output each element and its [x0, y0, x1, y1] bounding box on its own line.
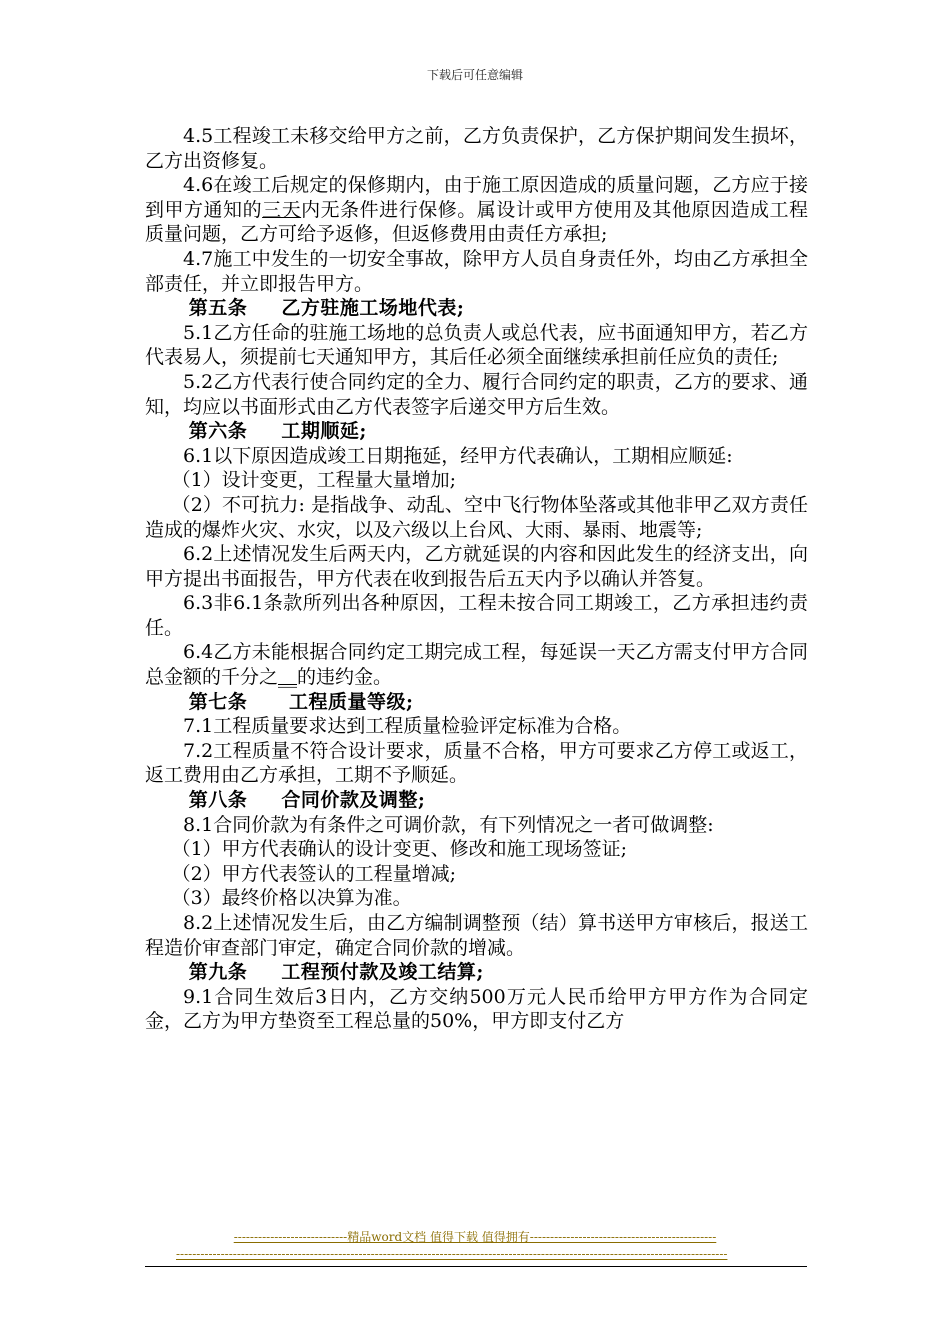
article-5-number: 第五条 — [188, 297, 248, 320]
clause-8-2: 8.2上述情况发生后，由乙方编制调整预（结）算书送甲方审核后，报送工程造价审查部门审定，确定合同价款的增减。 — [145, 912, 808, 959]
clause-4-6-text-b: 内无条件进行保修。属设计或甲方使用及其他原因造成工程质量问题，乙方可给予返修，但返修费用由责任方承担; — [145, 198, 808, 246]
clause-7-1: 7.1工程质量要求达到工程质量检验评定标准为合格。 — [183, 715, 632, 738]
document-body — [145, 124, 808, 1034]
footer-rule — [145, 1266, 807, 1267]
clause-6-4 — [145, 640, 808, 689]
article-7-title: 工程质量等级; — [289, 690, 414, 713]
clause-4-6 — [145, 173, 808, 247]
clause-6-3: 6.3非6.1条款所列出各种原因，工程未按合同工期竣工，乙方承担违约责任。 — [145, 592, 808, 639]
clause-4-5: 4.5工程竣工未移交给甲方之前，乙方负责保护，乙方保护期间发生损坏，乙方出资修复。 — [145, 125, 808, 172]
clause-6-1-item-2: （2）不可抗力: 是指战争、动乱、空中飞行物体坠落或其他非甲乙双方责任造成的爆炸火灾、水灾，以及六级以上台风、大雨、暴雨、地震等; — [145, 493, 808, 541]
clause-4-6-underlined: 三天 — [262, 198, 302, 221]
article-5-heading — [145, 296, 808, 321]
page-header: 下载后可任意编辑 — [426, 68, 523, 82]
clause-8-1: 8.1合同价款为有条件之可调价款，有下列情况之一者可做调整: — [183, 813, 714, 836]
article-6-title: 工期顺延; — [281, 420, 367, 443]
clause-4-7: 4.7施工中发生的一切安全事故，除甲方人员自身责任外，均由乙方承担全部责任，并立即报告甲方。 — [145, 247, 808, 295]
clause-8-1-item-3: （3）最终价格以决算为准。 — [171, 887, 412, 910]
clause-8-1-item-2: （2）甲方代表签认的工程量增减; — [171, 862, 457, 885]
clause-6-1: 6.1以下原因造成竣工日期拖延，经甲方代表确认，工期相应顺延: — [183, 444, 733, 467]
clause-7-2: 7.2工程质量不符合设计要求，质量不合格，甲方可要求乙方停工或返工，返工费用由乙方承担，工期不予顺延。 — [145, 739, 808, 787]
article-5-title: 乙方驻施工场地代表; — [281, 297, 465, 320]
clause-6-4-text-b: 的违约金。 — [297, 666, 393, 689]
article-8-title: 合同价款及调整; — [281, 789, 426, 812]
clause-6-2: 6.2上述情况发生后两天内，乙方就延误的内容和因此发生的经济支出，向甲方提出书面报告，甲方代表在收到报告后五天内予以确认并答复。 — [145, 543, 808, 590]
article-6-heading — [145, 419, 808, 444]
article-9-number: 第九条 — [188, 961, 248, 984]
clause-5-1: 5.1乙方任命的驻施工场地的总负责人或总代表，应书面通知甲方，若乙方代表易人，须提前七天通知甲方，其后任必须全面继续承担前任应负的责任; — [145, 321, 808, 369]
article-6-number: 第六条 — [188, 420, 248, 443]
clause-9-1: 9.1合同生效后3日内，乙方交纳500万元人民币给甲方甲方作为合同定金，乙方为甲方垫资至工程总量的50%，甲方即支付乙方 — [145, 985, 808, 1033]
clause-6-4-text-a: 6.4乙方未能根据合同约定工期完成工程，每延误一天乙方需支付甲方合同总金额的千分之 — [145, 641, 808, 689]
article-9-title: 工程预付款及竣工结算; — [281, 961, 484, 984]
article-7-number: 第七条 — [188, 690, 248, 713]
clause-5-2: 5.2乙方代表行使合同约定的全力、履行合同约定的职责，乙方的要求、通知，均应以书面形式由乙方代表签字后递交甲方后生效。 — [145, 370, 808, 418]
clause-4-6-text-a: 4.6在竣工后规定的保修期内，由于施工原因造成的质量问题，乙方应于接到甲方通知的 — [145, 174, 808, 221]
article-7-heading — [145, 690, 808, 715]
clause-6-4-blank: __ — [278, 666, 298, 689]
article-9-heading — [145, 960, 808, 985]
article-8-number: 第八条 — [188, 789, 248, 812]
footer-banner: ----------------------------精品word文档 值得下载 值得拥有---------------------------------------------- — [233, 1230, 717, 1244]
article-8-heading — [145, 788, 808, 813]
clause-8-1-item-1: （1）甲方代表确认的设计变更、修改和施工现场签证; — [171, 838, 628, 861]
clause-6-1-item-1: （1）设计变更，工程量大量增加; — [171, 469, 457, 492]
footer-dash-line: ---------------------------------------------------------------------------------------------------------------------------------------- — [176, 1247, 728, 1261]
